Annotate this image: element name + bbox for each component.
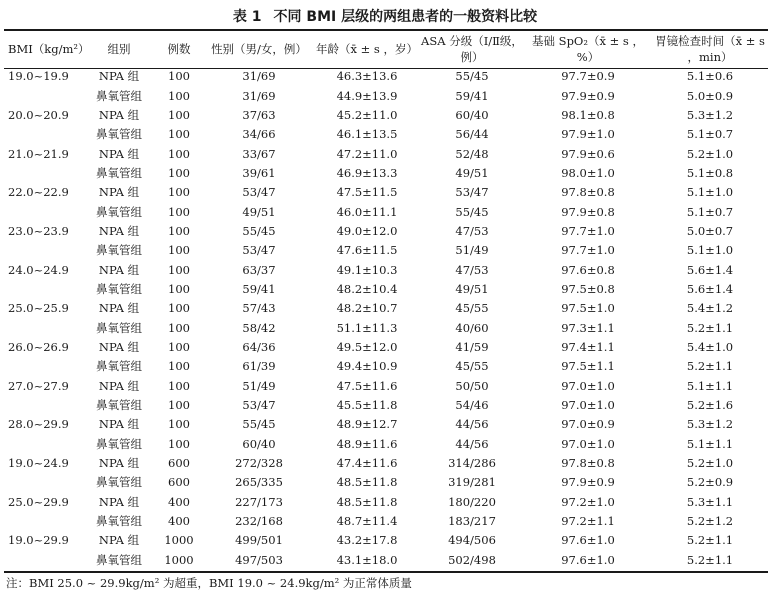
- cell-sex: 55/45: [242, 417, 276, 432]
- cell-n: 100: [168, 281, 190, 296]
- cell-age: 43.2±17.8: [336, 533, 398, 548]
- cell-time: 5.2±1.1: [686, 533, 734, 548]
- cell-n: 100: [168, 339, 190, 354]
- cell-time: 5.1±0.8: [686, 165, 734, 180]
- cell-sex: 37/63: [242, 107, 276, 122]
- cell-n: 100: [168, 165, 190, 180]
- cell-asa: 47/53: [455, 223, 489, 238]
- cell-spo2: 97.7±1.0: [561, 223, 615, 238]
- cell-n: 100: [168, 398, 190, 413]
- cell-time: 5.3±1.2: [686, 107, 734, 122]
- cell-sex: 58/42: [242, 320, 276, 335]
- cell-age: 47.2±11.0: [336, 146, 398, 161]
- cell-time: 5.1±1.1: [686, 436, 734, 451]
- cell-group: NPA 组: [98, 339, 140, 354]
- cell-sex: 499/501: [235, 533, 283, 548]
- cell-age: 44.9±13.9: [336, 88, 398, 103]
- header-row: [4, 30, 768, 67]
- cell-spo2: 97.5±1.1: [561, 359, 615, 374]
- cell-time: 5.2±1.2: [686, 514, 734, 529]
- cell-group: NPA 组: [98, 494, 140, 509]
- cell-age: 45.2±11.0: [336, 107, 398, 122]
- cell-bmi: 28.0~29.9: [8, 417, 69, 432]
- table-row: [4, 125, 768, 144]
- cell-spo2: 97.7±1.0: [561, 243, 615, 258]
- column-header-spo2: 基础 SpO₂（x̄ ± s ，%）: [532, 33, 644, 64]
- cell-bmi: [4, 396, 84, 415]
- cell-sex: 31/69: [242, 88, 276, 103]
- cell-sex: 265/335: [235, 475, 283, 490]
- cell-asa: 54/46: [455, 398, 489, 413]
- cell-asa: 180/220: [448, 494, 496, 509]
- cell-age: 48.7±11.4: [336, 514, 398, 529]
- cell-time: 5.1±1.0: [686, 243, 734, 258]
- column-header-asa: ASA 分级（Ⅰ/Ⅱ级，例）: [421, 33, 523, 64]
- table-row: [4, 318, 768, 337]
- table-row: [4, 357, 768, 376]
- cell-asa: 45/55: [455, 301, 489, 316]
- cell-n: 600: [168, 456, 190, 471]
- table-title: [0, 6, 770, 26]
- cell-n: 100: [168, 243, 190, 258]
- cell-time: 5.0±0.9: [686, 88, 734, 103]
- cell-age: 46.9±13.3: [336, 165, 398, 180]
- cell-asa: 40/60: [455, 320, 489, 335]
- cell-spo2: 97.9±0.9: [561, 88, 615, 103]
- cell-spo2: 97.8±0.8: [561, 456, 615, 471]
- cell-time: 5.2±1.0: [686, 146, 734, 161]
- cell-bmi: [4, 357, 84, 376]
- table-row: [4, 338, 768, 357]
- cell-time: 5.1±1.0: [686, 185, 734, 200]
- cell-time: 5.1±0.7: [686, 127, 734, 142]
- cell-bmi: 25.0~25.9: [8, 301, 69, 316]
- cell-bmi: 20.0~20.9: [8, 107, 69, 122]
- cell-sex: 232/168: [235, 514, 283, 529]
- cell-age: 43.1±18.0: [336, 552, 398, 567]
- cell-spo2: 97.9±1.0: [561, 127, 615, 142]
- cell-age: 48.9±12.7: [336, 417, 398, 432]
- cell-time: 5.6±1.4: [686, 281, 734, 296]
- cell-group: 鼻氧管组: [96, 165, 142, 180]
- cell-time: 5.1±0.6: [686, 69, 734, 84]
- cell-age: 48.2±10.7: [336, 301, 398, 316]
- cell-group: NPA 组: [98, 69, 140, 84]
- cell-asa: 49/51: [455, 165, 489, 180]
- table-row: [4, 377, 768, 396]
- cell-sex: 60/40: [242, 436, 276, 451]
- cell-sex: 497/503: [235, 552, 283, 567]
- cell-group: 鼻氧管组: [96, 204, 142, 219]
- cell-n: 100: [168, 88, 190, 103]
- cell-bmi: [4, 164, 84, 183]
- table-row: [4, 493, 768, 512]
- cell-group: 鼻氧管组: [96, 243, 142, 258]
- table-row: [4, 241, 768, 260]
- cell-sex: 59/41: [242, 281, 276, 296]
- cell-asa: 47/53: [455, 262, 489, 277]
- cell-time: 5.4±1.0: [686, 339, 734, 354]
- cell-n: 100: [168, 185, 190, 200]
- cell-time: 5.6±1.4: [686, 262, 734, 277]
- cell-spo2: 97.6±1.0: [561, 533, 615, 548]
- cell-age: 45.5±11.8: [336, 398, 398, 413]
- cell-time: 5.0±0.7: [686, 223, 734, 238]
- cell-group: NPA 组: [98, 456, 140, 471]
- cell-bmi: [4, 241, 84, 260]
- cell-age: 48.2±10.4: [336, 281, 398, 296]
- column-header-bmi: BMI（kg/m²）: [8, 41, 90, 56]
- cell-bmi: [4, 512, 84, 531]
- cell-n: 100: [168, 359, 190, 374]
- cell-n: 100: [168, 127, 190, 142]
- cell-asa: 183/217: [448, 514, 496, 529]
- cell-bmi: 21.0~21.9: [8, 146, 69, 161]
- table-row: [4, 396, 768, 415]
- cell-time: 5.2±1.1: [686, 320, 734, 335]
- table-row: [4, 551, 768, 570]
- cell-bmi: [4, 280, 84, 299]
- cell-bmi: 19.0~29.9: [8, 533, 69, 548]
- cell-n: 100: [168, 436, 190, 451]
- cell-asa: 53/47: [455, 185, 489, 200]
- cell-n: 100: [168, 301, 190, 316]
- cell-spo2: 97.2±1.1: [561, 514, 615, 529]
- cell-bmi: [4, 473, 84, 492]
- cell-time: 5.2±1.1: [686, 552, 734, 567]
- cell-asa: 50/50: [455, 378, 489, 393]
- cell-n: 100: [168, 107, 190, 122]
- table-row: [4, 454, 768, 473]
- data-table: [4, 30, 768, 570]
- cell-spo2: 97.3±1.1: [561, 320, 615, 335]
- cell-group: 鼻氧管组: [96, 436, 142, 451]
- cell-sex: 55/45: [242, 223, 276, 238]
- cell-group: NPA 组: [98, 262, 140, 277]
- cell-asa: 41/59: [455, 339, 489, 354]
- cell-time: 5.2±1.0: [686, 456, 734, 471]
- cell-sex: 61/39: [242, 359, 276, 374]
- cell-asa: 56/44: [455, 127, 489, 142]
- cell-sex: 51/49: [242, 378, 276, 393]
- cell-n: 1000: [164, 533, 194, 548]
- cell-age: 49.5±12.0: [336, 339, 398, 354]
- cell-bmi: 27.0~27.9: [8, 378, 69, 393]
- cell-group: 鼻氧管组: [96, 88, 142, 103]
- cell-time: 5.3±1.2: [686, 417, 734, 432]
- cell-bmi: 26.0~26.9: [8, 339, 69, 354]
- cell-group: NPA 组: [98, 301, 140, 316]
- cell-sex: 64/36: [242, 339, 276, 354]
- cell-age: 48.5±11.8: [336, 475, 398, 490]
- cell-bmi: 23.0~23.9: [8, 223, 69, 238]
- cell-age: 49.0±12.0: [336, 223, 398, 238]
- cell-group: NPA 组: [98, 185, 140, 200]
- table-row: [4, 106, 768, 125]
- cell-spo2: 97.0±1.0: [561, 436, 615, 451]
- column-header-n: 例数: [167, 41, 191, 56]
- table-row: [4, 299, 768, 318]
- cell-spo2: 97.0±1.0: [561, 398, 615, 413]
- cell-time: 5.3±1.1: [686, 494, 734, 509]
- cell-time: 5.2±0.9: [686, 475, 734, 490]
- table-row: [4, 531, 768, 550]
- cell-bmi: 19.0~24.9: [8, 456, 69, 471]
- cell-age: 49.1±10.3: [336, 262, 398, 277]
- cell-asa: 314/286: [448, 456, 496, 471]
- cell-group: 鼻氧管组: [96, 320, 142, 335]
- cell-group: NPA 组: [98, 378, 140, 393]
- table-title-text: 不同 BMI 层级的两组患者的一般资料比较: [273, 9, 538, 25]
- cell-spo2: 97.0±1.0: [561, 378, 615, 393]
- table-row: [4, 415, 768, 434]
- cell-spo2: 97.4±1.1: [561, 339, 615, 354]
- cell-spo2: 97.0±0.9: [561, 417, 615, 432]
- cell-age: 48.5±11.8: [336, 494, 398, 509]
- table-row: [4, 86, 768, 105]
- cell-sex: 49/51: [242, 204, 276, 219]
- cell-sex: 53/47: [242, 185, 276, 200]
- cell-age: 46.3±13.6: [336, 69, 398, 84]
- cell-bmi: [4, 202, 84, 221]
- cell-age: 51.1±11.3: [336, 320, 398, 335]
- cell-n: 100: [168, 223, 190, 238]
- cell-sex: 34/66: [242, 127, 276, 142]
- cell-spo2: 97.2±1.0: [561, 494, 615, 509]
- cell-n: 100: [168, 417, 190, 432]
- table-row: [4, 222, 768, 241]
- table-note: 注：BMI 25.0 ~ 29.9kg/m² 为超重，BMI 19.0 ~ 24.9kg/m² 为正常体质量: [6, 576, 412, 590]
- cell-sex: 272/328: [235, 456, 283, 471]
- table-row: [4, 512, 768, 531]
- column-header-time: 胃镜检查时间（x̄ ± s ，min）: [655, 33, 765, 64]
- cell-asa: 60/40: [455, 107, 489, 122]
- cell-group: NPA 组: [98, 533, 140, 548]
- cell-group: 鼻氧管组: [96, 281, 142, 296]
- cell-spo2: 97.9±0.6: [561, 146, 615, 161]
- cell-age: 48.9±11.6: [336, 436, 398, 451]
- cell-spo2: 97.6±0.8: [561, 262, 615, 277]
- cell-time: 5.1±1.1: [686, 378, 734, 393]
- table-row: [4, 202, 768, 221]
- table-row: [4, 260, 768, 279]
- cell-asa: 55/45: [455, 204, 489, 219]
- cell-time: 5.4±1.2: [686, 301, 734, 316]
- column-header-age: 年龄（x̄ ± s ，岁）: [316, 41, 418, 56]
- cell-asa: 49/51: [455, 281, 489, 296]
- cell-asa: 51/49: [455, 243, 489, 258]
- cell-group: 鼻氧管组: [96, 552, 142, 567]
- cell-sex: 63/37: [242, 262, 276, 277]
- cell-age: 47.4±11.6: [336, 456, 398, 471]
- cell-group: 鼻氧管组: [96, 514, 142, 529]
- cell-age: 49.4±10.9: [336, 359, 398, 374]
- cell-group: NPA 组: [98, 223, 140, 238]
- cell-spo2: 97.5±1.0: [561, 301, 615, 316]
- cell-spo2: 98.1±0.8: [561, 107, 615, 122]
- table-row: [4, 67, 768, 86]
- table-row: [4, 183, 768, 202]
- cell-age: 47.5±11.5: [336, 185, 398, 200]
- cell-n: 100: [168, 69, 190, 84]
- cell-bmi: 22.0~22.9: [8, 185, 69, 200]
- cell-age: 46.1±13.5: [336, 127, 398, 142]
- cell-spo2: 97.9±0.8: [561, 204, 615, 219]
- cell-spo2: 97.9±0.9: [561, 475, 615, 490]
- cell-age: 47.6±11.5: [336, 243, 398, 258]
- table-label: 表 1: [232, 9, 262, 25]
- cell-sex: 31/69: [242, 69, 276, 84]
- cell-bmi: [4, 435, 84, 454]
- cell-sex: 53/47: [242, 243, 276, 258]
- cell-group: 鼻氧管组: [96, 398, 142, 413]
- bottom-rule: [4, 571, 768, 573]
- cell-n: 100: [168, 378, 190, 393]
- cell-group: NPA 组: [98, 107, 140, 122]
- cell-asa: 52/48: [455, 146, 489, 161]
- cell-n: 600: [168, 475, 190, 490]
- cell-spo2: 97.6±1.0: [561, 552, 615, 567]
- table-body: [4, 67, 768, 570]
- cell-group: NPA 组: [98, 417, 140, 432]
- cell-sex: 57/43: [242, 301, 276, 316]
- cell-asa: 502/498: [448, 552, 496, 567]
- table-row: [4, 144, 768, 163]
- cell-asa: 55/45: [455, 69, 489, 84]
- cell-n: 100: [168, 262, 190, 277]
- cell-time: 5.2±1.6: [686, 398, 734, 413]
- table-row: [4, 473, 768, 492]
- table-row: [4, 435, 768, 454]
- cell-group: 鼻氧管组: [96, 359, 142, 374]
- cell-sex: 53/47: [242, 398, 276, 413]
- cell-age: 47.5±11.6: [336, 378, 398, 393]
- cell-sex: 39/61: [242, 165, 276, 180]
- cell-bmi: [4, 86, 84, 105]
- cell-asa: 319/281: [448, 475, 496, 490]
- cell-asa: 45/55: [455, 359, 489, 374]
- cell-group: 鼻氧管组: [96, 475, 142, 490]
- cell-n: 100: [168, 320, 190, 335]
- cell-bmi: 24.0~24.9: [8, 262, 69, 277]
- cell-sex: 227/173: [235, 494, 283, 509]
- cell-bmi: [4, 318, 84, 337]
- cell-sex: 33/67: [242, 146, 276, 161]
- cell-time: 5.2±1.1: [686, 359, 734, 374]
- cell-n: 100: [168, 204, 190, 219]
- cell-group: NPA 组: [98, 146, 140, 161]
- column-header-sex: 性别（男/女，例）: [211, 41, 307, 56]
- cell-spo2: 97.5±0.8: [561, 281, 615, 296]
- cell-spo2: 98.0±1.0: [561, 165, 615, 180]
- cell-asa: 44/56: [455, 436, 489, 451]
- cell-bmi: [4, 125, 84, 144]
- cell-spo2: 97.8±0.8: [561, 185, 615, 200]
- cell-age: 46.0±11.1: [336, 204, 398, 219]
- cell-n: 400: [168, 514, 190, 529]
- cell-n: 100: [168, 146, 190, 161]
- cell-n: 1000: [164, 552, 194, 567]
- cell-n: 400: [168, 494, 190, 509]
- column-header-group: 组别: [107, 41, 131, 56]
- cell-asa: 59/41: [455, 88, 489, 103]
- table-row: [4, 164, 768, 183]
- cell-bmi: [4, 551, 84, 570]
- cell-spo2: 97.7±0.9: [561, 69, 615, 84]
- table-row: [4, 280, 768, 299]
- cell-time: 5.1±0.7: [686, 204, 734, 219]
- cell-bmi: 25.0~29.9: [8, 494, 69, 509]
- cell-asa: 44/56: [455, 417, 489, 432]
- cell-bmi: 19.0~19.9: [8, 69, 69, 84]
- cell-group: 鼻氧管组: [96, 127, 142, 142]
- cell-asa: 494/506: [448, 533, 496, 548]
